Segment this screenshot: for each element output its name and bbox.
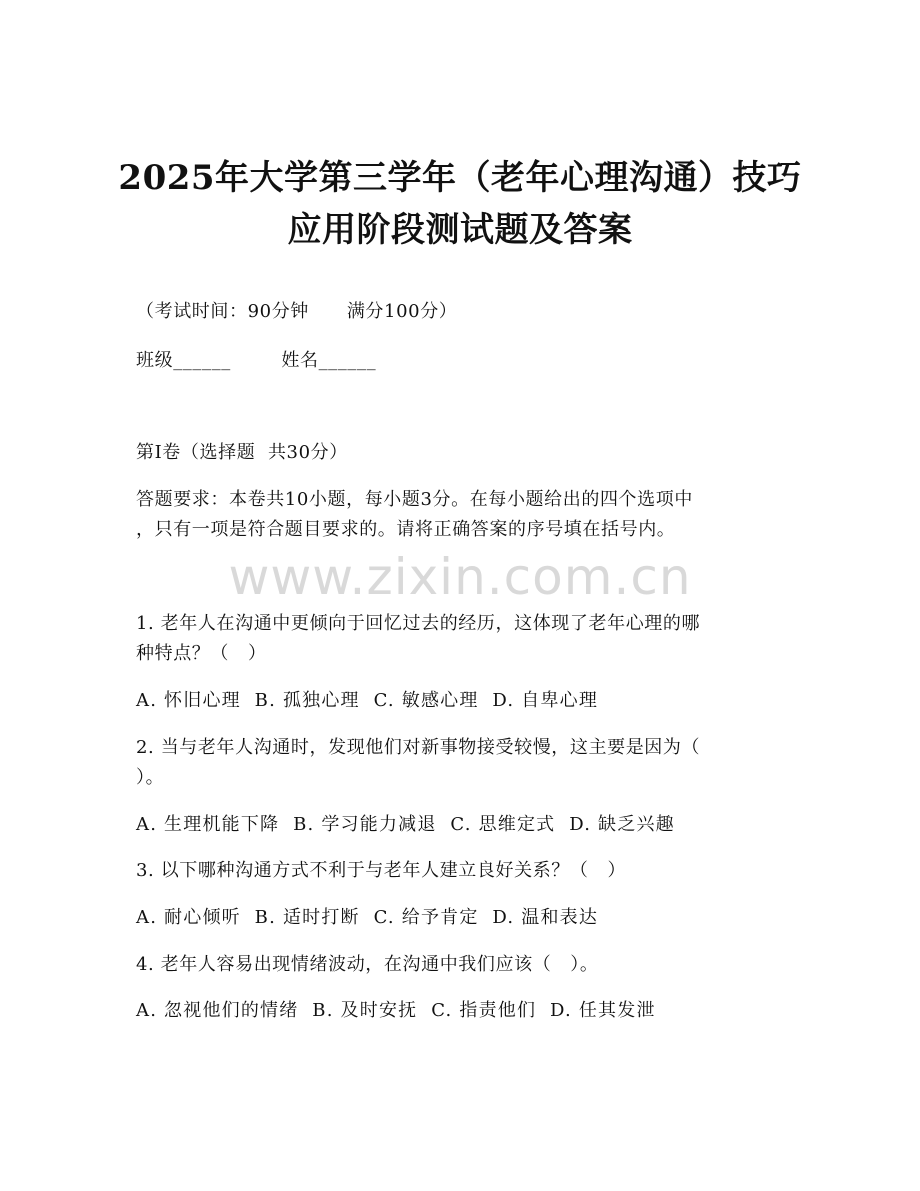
question-1-stem-line-1: 1. 老年人在沟通中更倾向于回忆过去的经历，这体现了老年心理的哪 — [136, 613, 701, 634]
question-1-options: A. 怀旧心理 B. 孤独心理 C. 敏感心理 D. 自卑心理 — [136, 690, 599, 711]
instructions-line-1: 答题要求：本卷共10小题，每小题3分。在每小题给出的四个选项中 — [136, 489, 693, 510]
question-2-stem-line-1: 2. 当与老年人沟通时，发现他们对新事物接受较慢，这主要是因为（ — [136, 737, 701, 758]
question-4-stem-line-1: 4. 老年人容易出现情绪波动，在沟通中我们应该（ ）。 — [136, 954, 599, 975]
question-3-options: A. 耐心倾听 B. 适时打断 C. 给予肯定 D. 温和表达 — [136, 907, 599, 928]
question-2-stem-line-2: ）。 — [136, 767, 165, 788]
document-title-line-2: 应用阶段测试题及答案 — [287, 210, 633, 250]
section-heading: 第I卷（选择题 共30分） — [136, 442, 348, 463]
watermark: www.zixin.com.cn — [228, 548, 692, 606]
instructions-line-2: ，只有一项是符合题目要求的。请将正确答案的序号填在括号内。 — [136, 519, 676, 540]
question-3-stem-line-1: 3. 以下哪种沟通方式不利于与老年人建立良好关系？（ ） — [136, 860, 627, 881]
document-title-line-1: 2025年大学第三学年（老年心理沟通）技巧 — [118, 158, 802, 198]
class-and-name-fields: 班级______ 姓名______ — [136, 350, 377, 371]
question-2-options: A. 生理机能下降 B. 学习能力减退 C. 思维定式 D. 缺乏兴趣 — [136, 814, 675, 835]
question-1-stem-line-2: 种特点？（ ） — [136, 643, 267, 664]
question-4-options: A. 忽视他们的情绪 B. 及时安抚 C. 指责他们 D. 任其发泄 — [136, 1000, 656, 1021]
exam-info: （考试时间：90分钟 满分100分） — [136, 301, 458, 322]
